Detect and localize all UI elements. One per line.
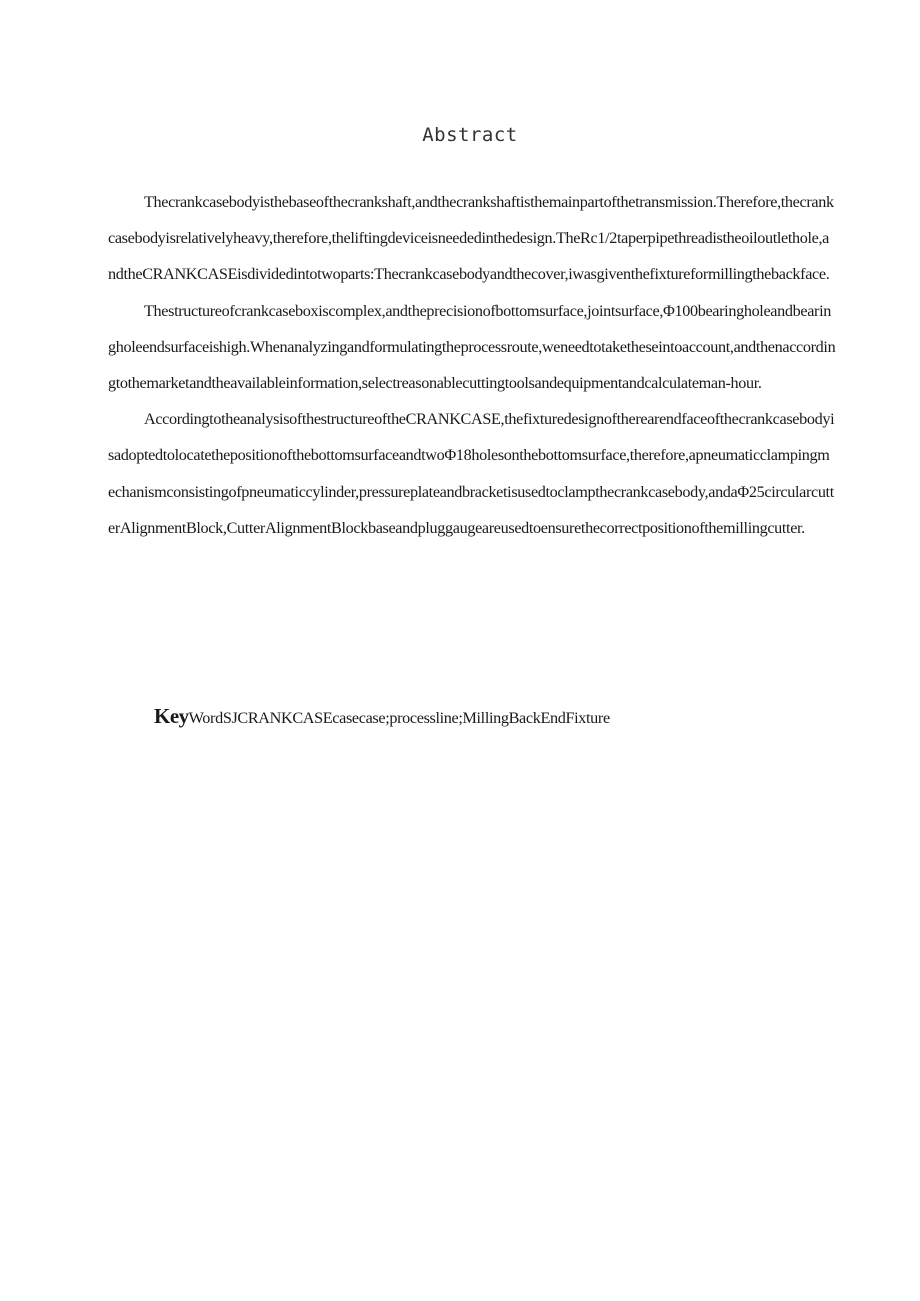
abstract-body [108, 184, 836, 546]
abstract-paragraph-2: Thestructureofcrankcaseboxiscomplex,andtheprecisionofbottomsurface,jointsurface,Φ100bearingholeandbearingholeendsurfaceishigh.Whenanalyzingandformulatingtheprocessroute,weneedtotaketheseintoaccount,andthenaccordingtothemarketandtheavailableinformation,selectreasonablecuttingtoolsandequipmentandcalculateman-hour. [108, 301, 836, 393]
keywords-line [154, 704, 854, 729]
keywords-label: Key [154, 704, 189, 728]
abstract-title: Abstract [422, 124, 518, 146]
keywords-text: WordSJCRANKCASEcasecase;processline;MillingBackEndFixture [188, 709, 610, 727]
abstract-paragraph-3: AccordingtotheanalysisofthestructureoftheCRANKCASE,thefixturedesignoftherearendfaceofthecrankcasebodyisadoptedtolocatethepositionofthebottomsurfaceandtwoΦ18holesonthebottomsurface,therefore,apneumaticclampingmechanismconsistingofpneumaticcylinder,pressureplateandbracketisusedtoclampthecrankcasebody,andaΦ25circularcutterAlignmentBlock,CutterAlignmentBlockbaseandpluggaugeareusedtoensurethecorrectpositionofthemillingcutter. [108, 410, 835, 537]
abstract-paragraph-1: Thecrankcasebodyisthebaseofthecrankshaft,andthecrankshaftisthemainpartofthetransmission.Therefore,thecrankcasebodyisrelativelyheavy,therefore,theliftingdeviceisneededinthedesign.TheRc1/2taperpipethreadistheoiloutlethole,andtheCRANKCASEisdividedintotwoparts:Thecrankcasebodyandthecover,iwasgiventhefixtureformillingthebackface. [108, 193, 834, 284]
